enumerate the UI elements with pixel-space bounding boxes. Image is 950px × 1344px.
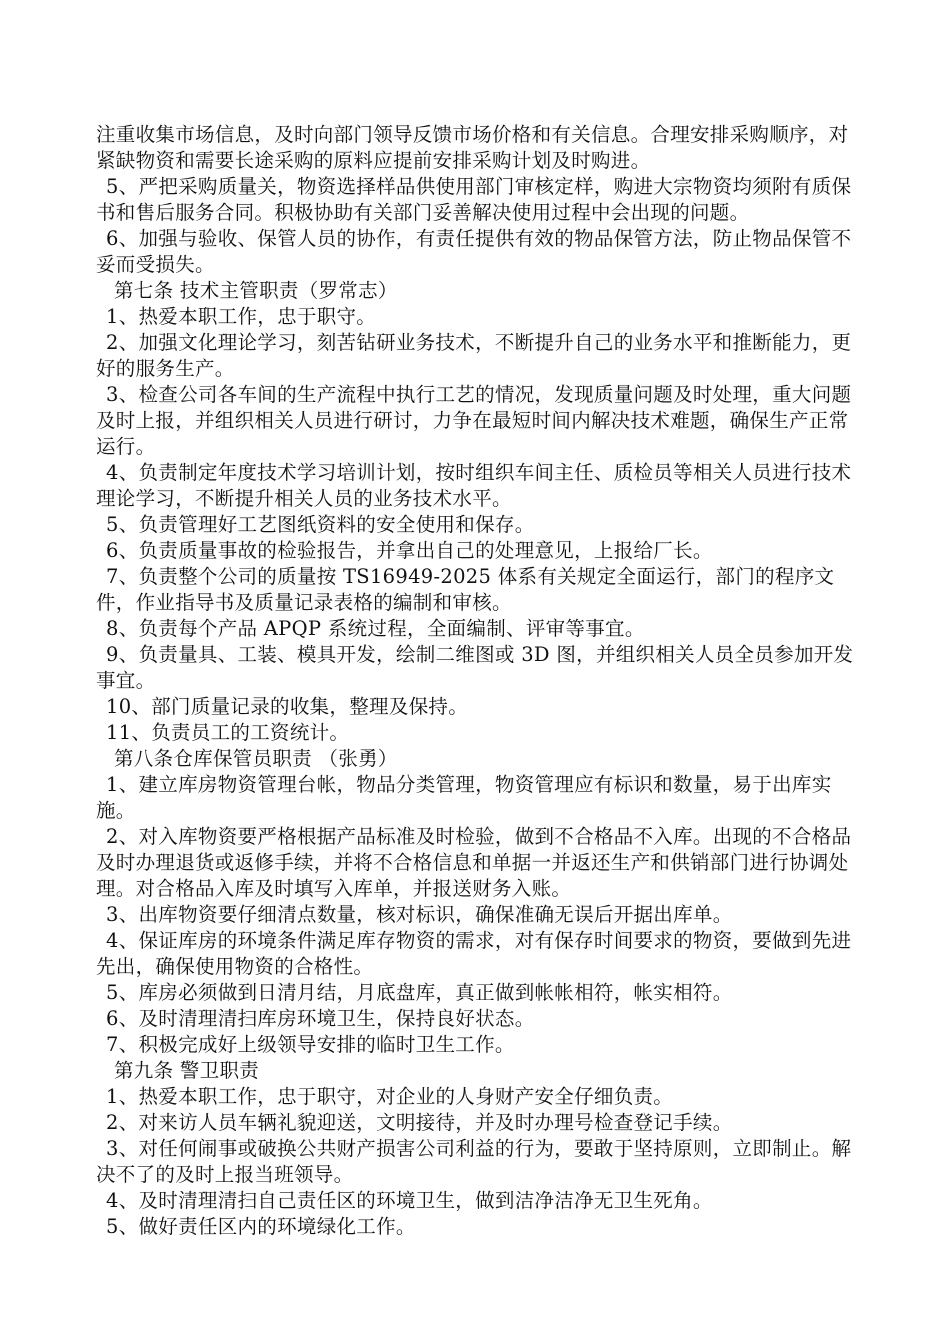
section-heading: 第九条 警卫职责: [114, 1059, 260, 1082]
paragraph: 注重收集市场信息，及时向部门领导反馈市场价格和有关信息。合理安排采购顺序，对紧缺物资和需要长途采购的原料应提前安排采购计划及时购进。: [96, 123, 849, 172]
paragraph: 6、负责质量事故的检验报告，并拿出自己的处理意见，上报给厂长。: [106, 539, 713, 562]
paragraph: 5、严把采购质量关，物资选择样品供使用部门审核定样，购进大宗物资均须附有质保书和售后服务合同。积极协助有关部门妥善解决使用过程中会出现的问题。: [96, 175, 852, 224]
paragraph: 5、库房必须做到日清月结，月底盘库，真正做到帐帐相符，帐实相符。: [106, 981, 733, 1004]
paragraph: 7、积极完成好上级领导安排的临时卫生工作。: [106, 1033, 515, 1056]
paragraph: 1、建立库房物资管理台帐，物品分类管理，物资管理应有标识和数量，易于出库实施。: [96, 773, 832, 822]
paragraph: 6、加强与验收、保管人员的协作，有责任提供有效的物品保管方法，防止物品保管不妥而受损失。: [96, 227, 852, 276]
paragraph: 4、保证库房的环境条件满足库存物资的需求，对有保存时间要求的物资，要做到先进先出，确保使用物资的合格性。: [96, 929, 852, 978]
paragraph: 3、对任何闹事或破换公共财产损害公司利益的行为，要敢于坚持原则，立即制止。解决不了的及时上报当班领导。: [96, 1137, 852, 1186]
paragraph: 5、做好责任区内的环境绿化工作。: [106, 1215, 416, 1238]
paragraph: 7、负责整个公司的质量按 TS16949-2025 体系有关规定全面运行，部门的程序文件，作业指导书及质量记录表格的编制和审核。: [96, 565, 835, 614]
paragraph: 1、热爱本职工作，忠于职守，对企业的人身财产安全仔细负责。: [106, 1085, 674, 1108]
paragraph: 3、检查公司各车间的生产流程中执行工艺的情况，发现质量问题及时处理，重大问题及时上报，并组织相关人员进行研讨，力争在最短时间内解决技术难题，确保生产正常运行。: [96, 383, 852, 458]
section-heading: 第七条 技术主管职责（罗常志）: [114, 279, 398, 302]
section-heading: 第八条仓库保管员职责 （张勇）: [114, 747, 398, 770]
paragraph: 6、及时清理清扫库房环境卫生，保持良好状态。: [106, 1007, 535, 1030]
paragraph: 4、负责制定年度技术学习培训计划，按时组织车间主任、质检员等相关人员进行技术理论学习，不断提升相关人员的业务技术水平。: [96, 461, 852, 510]
paragraph: 10、部门质量记录的收集，整理及保持。: [106, 695, 469, 718]
paragraph: 9、负责量具、工装、模具开发，绘制二维图或 3D 图，并组织相关人员全员参加开发事宜。: [96, 643, 854, 692]
paragraph: 4、及时清理清扫自己责任区的环境卫生，做到洁净洁净无卫生死角。: [106, 1189, 713, 1212]
paragraph: 1、热爱本职工作，忠于职守。: [106, 305, 377, 328]
paragraph: 2、对来访人员车辆礼貌迎送，文明接待，并及时办理号检查登记手续。: [106, 1111, 733, 1134]
paragraph: 11、负责员工的工资统计。: [106, 721, 350, 744]
paragraph: 3、出库物资要仔细清点数量，核对标识，确保准确无误后开据出库单。: [106, 903, 733, 926]
paragraph: 2、对入库物资要严格根据产品标准及时检验，做到不合格品不入库。出现的不合格品及时办理退货或返修手续，并将不合格信息和单据一并返还生产和供销部门进行协调处理。对合格品入库及时填写入库单，并报送财务入账。: [96, 825, 852, 900]
paragraph: 2、加强文化理论学习，刻苦钻研业务技术，不断提升自己的业务水平和推断能力，更好的服务生产。: [96, 331, 852, 380]
paragraph: 5、负责管理好工艺图纸资料的安全使用和保存。: [106, 513, 535, 536]
document-body: [96, 122, 866, 1240]
paragraph: 8、负责每个产品 APQP 系统过程，全面编制、评审等事宜。: [106, 617, 645, 640]
